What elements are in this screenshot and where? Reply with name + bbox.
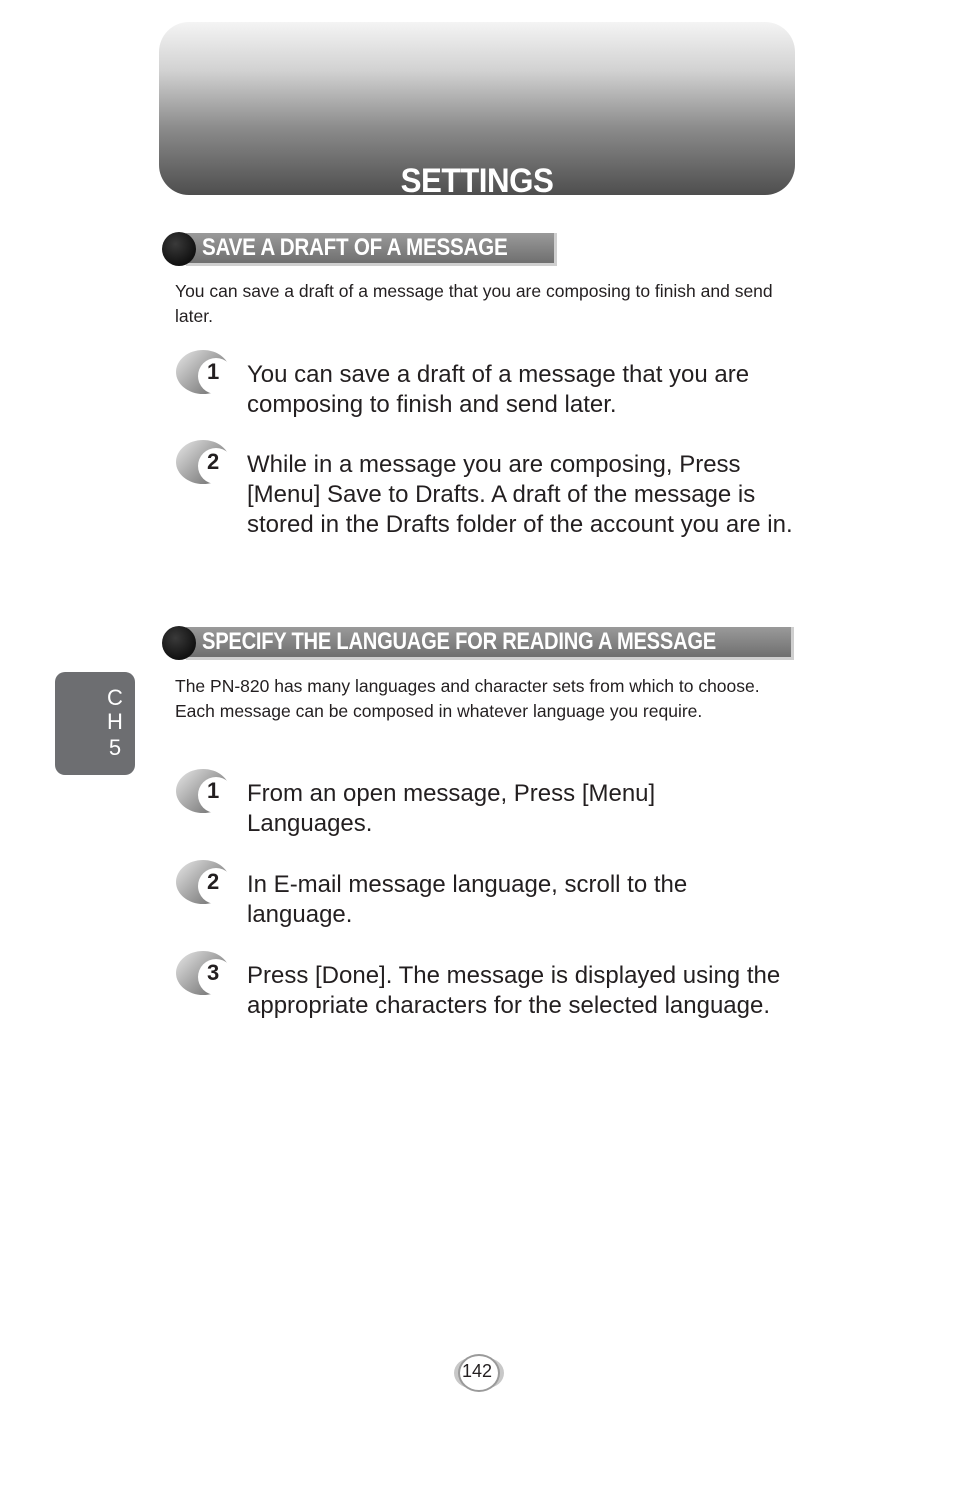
page-number: 142: [461, 1361, 493, 1381]
section-intro-specify-language: The PN-820 has many languages and character sets from which to choose. Each message can be composed in whatever language you require.: [175, 676, 760, 721]
step-text: From an open message, Press [Menu] Languages.: [247, 780, 656, 837]
page-number-badge: [447, 1354, 507, 1390]
section-heading-label: SPECIFY THE LANGUAGE FOR READING A MESSAGE: [202, 628, 717, 655]
chapter-tab-letter: C: [107, 685, 123, 710]
step-number: 3: [207, 960, 220, 985]
step-number-badge: [176, 350, 232, 396]
step-text: While in a message you are composing, Press [Menu] Save to Drafts. A draft of the message is stored in the Drafts folder of the account you are in.: [247, 451, 793, 538]
step-number-badge: [176, 860, 232, 906]
chapter-tab: [55, 672, 135, 775]
page-title: SETTINGS: [400, 162, 554, 200]
section-heading-label: SAVE A DRAFT OF A MESSAGE: [202, 234, 508, 261]
section-intro-save-draft: You can save a draft of a message that you are composing to finish and send later.: [175, 281, 773, 326]
section-heading-specify-language: [162, 625, 802, 661]
chapter-tab-letter: H: [107, 709, 123, 734]
step-number-badge: [176, 951, 232, 997]
bullet-dot-icon: [162, 626, 196, 660]
section-heading-save-draft: [162, 231, 562, 267]
step-number: 1: [207, 778, 220, 803]
step-number: 2: [207, 449, 220, 474]
step-number-badge: [176, 769, 232, 815]
step-text: In E-mail message language, scroll to the language.: [247, 871, 688, 928]
step-text: Press [Done]. The message is displayed using the appropriate characters for the selected language.: [247, 962, 781, 1019]
step-text: You can save a draft of a message that you are composing to finish and send later.: [247, 361, 750, 418]
step-number: 1: [207, 359, 220, 384]
step-number: 2: [207, 869, 220, 894]
page-header-banner: [159, 22, 795, 200]
chapter-tab-number: 5: [108, 735, 122, 760]
step-number-badge: [176, 440, 232, 486]
bullet-dot-icon: [162, 232, 196, 266]
